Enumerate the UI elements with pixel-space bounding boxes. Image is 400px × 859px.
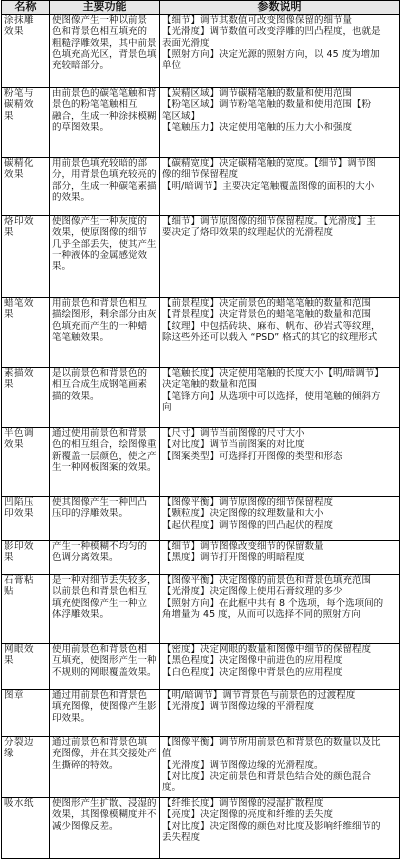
function-line: 充图像，并在其交接处产 bbox=[52, 748, 157, 760]
function-line: 粗糙浮雕效果，其中前景 bbox=[52, 37, 157, 49]
params-line: 【碳精宽度】决定碳精笔触的宽度。【细节】调节图 bbox=[162, 158, 376, 169]
table-row bbox=[2, 298, 400, 368]
filter-name-line: 粉笔与 bbox=[4, 88, 35, 99]
filter-name-line: 果 bbox=[4, 379, 15, 391]
table-row bbox=[2, 216, 400, 298]
filter-name-cell bbox=[2, 88, 50, 158]
params-cell bbox=[160, 88, 400, 158]
params-line: 【笔锋方向】从选项中可以选择，使用笔触的倾斜方 bbox=[162, 390, 381, 402]
filter-name-cell bbox=[2, 158, 50, 216]
filter-name-cell bbox=[2, 737, 50, 798]
filter-name-line: 效果 bbox=[4, 439, 25, 451]
table-row bbox=[2, 644, 400, 690]
function-cell bbox=[50, 158, 160, 216]
params-line: 【前景程度】决定前景色的蜡笔笔触的数量和范围 bbox=[162, 298, 372, 309]
function-cell bbox=[50, 575, 160, 644]
filter-name-cell bbox=[2, 690, 50, 737]
table-row bbox=[2, 690, 400, 737]
function-line: 融合，生成一种涂抹模糊 bbox=[52, 110, 157, 122]
function-line: 效果，其图像模糊度并不 bbox=[52, 809, 157, 821]
function-line: 由前景色的碳笔笔触和背 bbox=[52, 88, 157, 99]
filter-name-cell bbox=[2, 428, 50, 497]
function-cell bbox=[50, 644, 160, 690]
function-line: 使图形产生扩散、浸湿的 bbox=[52, 798, 157, 809]
filter-name-cell bbox=[2, 497, 50, 541]
params-line: 度。 bbox=[162, 782, 182, 794]
params-cell bbox=[160, 644, 400, 690]
header-row bbox=[2, 1, 400, 15]
params-line: 【白色程度】决定图像中背景色的应用程度 bbox=[162, 666, 343, 678]
params-line: 【对比度】决定前景色和背景色结合处的颜色混合 bbox=[162, 770, 372, 782]
function-line: 笔笔触效果。 bbox=[52, 331, 110, 343]
params-line: 【光滑度】调节数值可改变浮雕的凹凸程度，也就是 bbox=[162, 26, 381, 38]
filter-name-line: 贴 bbox=[4, 586, 15, 598]
filter-name-line: 果 bbox=[4, 655, 15, 667]
params-line: 值 bbox=[162, 748, 172, 760]
params-line: 【细节】调节其数值可改变图像保留的细节量 bbox=[162, 15, 353, 26]
function-line: 以前景色和背景色相互 bbox=[52, 586, 148, 598]
function-line: 减少图像反差。 bbox=[52, 820, 119, 832]
filter-name-line: 影印效 bbox=[4, 541, 35, 552]
function-line: 相互合成生成钢笔画素 bbox=[52, 379, 148, 391]
function-line: 互填充，使图形产生一种 bbox=[52, 655, 157, 667]
params-line: 【笔触长度】决定使用笔触的长度大小【明/暗调节】 bbox=[162, 368, 384, 379]
table-row bbox=[2, 737, 400, 798]
function-line: 生撕碎的特效。 bbox=[52, 759, 119, 771]
params-cell bbox=[160, 541, 400, 575]
filter-name-line: 图章 bbox=[4, 690, 25, 701]
filter-name-line: 分裂边 bbox=[4, 737, 35, 748]
function-cell bbox=[50, 798, 160, 859]
function-line: 效果，使原图像的细节 bbox=[52, 227, 148, 239]
filter-name-line: 吸水纸 bbox=[4, 798, 35, 809]
params-line: 【对比度】决定图像的颜色对比度及影响纤维细节的 bbox=[162, 820, 381, 832]
function-line: 是以前景色和背景色的 bbox=[52, 368, 148, 379]
filter-name-line: 效果 bbox=[4, 169, 25, 181]
filter-name-line: 果 bbox=[4, 552, 15, 564]
header-function: 主要功能 bbox=[50, 1, 160, 15]
params-cell bbox=[160, 298, 400, 368]
function-line: 填充图像，使图像产生影 bbox=[52, 701, 157, 713]
function-line: 是一种对细节丢失较多， bbox=[52, 575, 157, 586]
filter-name-line: 碳精化 bbox=[4, 158, 35, 169]
function-line: 使用前景色和背景色相 bbox=[52, 644, 148, 655]
params-line: 丢失程度 bbox=[162, 831, 201, 843]
params-line: 【粉笔区域】调节粉笔笔触的数量和使用范围【粉 bbox=[162, 99, 372, 111]
function-line: 使其图像产生一种凹凸 bbox=[52, 497, 148, 508]
table-row bbox=[2, 798, 400, 859]
params-line: 表面光滑度 bbox=[162, 37, 210, 49]
params-line: 决定笔触的数量和范围 bbox=[162, 379, 258, 391]
params-line: 【光滑度】调节图像边缘的平滑程度 bbox=[162, 701, 315, 713]
header-name: 名称 bbox=[2, 1, 50, 15]
params-line: 【明/暗调节】主要决定笔触覆盖图像的面积的大小 bbox=[162, 180, 375, 192]
params-line: 【图像平衡】调节原图像的细节保留程度 bbox=[162, 497, 334, 508]
params-cell bbox=[160, 15, 400, 88]
params-line: 【背景程度】决定背景色的蜡笔笔触的数量和范围 bbox=[162, 309, 372, 321]
function-cell bbox=[50, 88, 160, 158]
filter-name-cell bbox=[2, 368, 50, 428]
filter-name-line: 果 bbox=[4, 227, 15, 239]
function-line: 产生一种模糊不均匀的 bbox=[52, 541, 148, 552]
params-line: 【图像平衡】决定图像的前景色和背景色填充范围 bbox=[162, 575, 372, 586]
function-line: 色调分离效果。 bbox=[52, 552, 119, 564]
table-body bbox=[2, 15, 400, 859]
function-line: 色填充高光区，背景色填 bbox=[52, 48, 157, 60]
function-line: 新覆盖一层颜色，使之产 bbox=[52, 450, 157, 462]
function-cell bbox=[50, 541, 160, 575]
function-line: 通过使用前景色和背景 bbox=[52, 428, 148, 439]
params-line: 【光滑度】决定图像上使用石膏纹理的多少 bbox=[162, 586, 343, 598]
table-row bbox=[2, 428, 400, 497]
function-line: 用前景色和背景色相互 bbox=[52, 298, 148, 309]
function-line: 果。 bbox=[52, 261, 72, 273]
filter-name-line: 蜡笔效 bbox=[4, 298, 35, 309]
params-cell bbox=[160, 798, 400, 859]
filter-name-cell bbox=[2, 15, 50, 88]
function-line: 使图像产生一种灰度的 bbox=[52, 216, 148, 227]
function-line: 充较暗部分。 bbox=[52, 60, 110, 72]
params-line: 要决定了烙印效果的纹理起伏的光滑程度 bbox=[162, 227, 334, 239]
params-line: 【密度】决定网眼的数量和图像中细节的保留程度 bbox=[162, 644, 372, 655]
params-cell bbox=[160, 216, 400, 298]
function-line: 生一种网板图案的效果。 bbox=[52, 461, 157, 473]
filter-name-line: 缘 bbox=[4, 748, 15, 760]
function-line: 用前景色填充较暗的部 bbox=[52, 158, 148, 169]
params-line: 【黑度】调节打开图像的明暗程度 bbox=[162, 552, 305, 564]
params-line: 笔区域】 bbox=[162, 110, 201, 122]
table-row bbox=[2, 368, 400, 428]
function-line: 分，用背景色填充较亮的 bbox=[52, 169, 157, 181]
params-cell bbox=[160, 368, 400, 428]
params-line: 除这些外还可以载入 “PSD” 格式的其它的纹理形式 bbox=[162, 331, 378, 343]
table-row bbox=[2, 88, 400, 158]
params-line: 【炭精区域】调节碳精笔触的数量和使用范围 bbox=[162, 88, 353, 99]
function-cell bbox=[50, 15, 160, 88]
table-row bbox=[2, 497, 400, 541]
filter-name-cell bbox=[2, 541, 50, 575]
filter-reference-table bbox=[1, 0, 400, 859]
params-cell bbox=[160, 158, 400, 216]
params-line: 【纤维长度】调节图像的浸湿扩散程度 bbox=[162, 798, 324, 809]
params-line: 【纹理】中包括砖块、麻布、帆布、砂岩式等纹理， bbox=[162, 320, 381, 332]
function-line: 色和背景色相互填充的 bbox=[52, 26, 148, 38]
function-line: 色的相互组合，绘图像重 bbox=[52, 439, 157, 451]
function-cell bbox=[50, 298, 160, 368]
params-line: 【照射方向】在此框中共有 8 个选项，每个选项间的 bbox=[162, 597, 384, 609]
table-row bbox=[2, 541, 400, 575]
function-line: 填充使图像产生一种立 bbox=[52, 597, 148, 609]
function-line: 通过前景色和背景色填 bbox=[52, 737, 148, 748]
function-line: 几乎全部丢失，使其产生 bbox=[52, 238, 157, 250]
function-line: 部分，生成一种碳笔素描 bbox=[52, 180, 157, 192]
function-line: 体浮雕效果。 bbox=[52, 608, 110, 620]
params-line: 【照射方向】决定光源的照射方向，以 45 度为增加 bbox=[162, 48, 380, 60]
params-line: 【细节】调节图像改变细节的保留数量 bbox=[162, 541, 324, 552]
function-cell bbox=[50, 368, 160, 428]
params-cell bbox=[160, 428, 400, 497]
params-line: 【细节】调节原图像的细节保留程度。【光滑度】主 bbox=[162, 216, 376, 227]
filter-name-cell bbox=[2, 298, 50, 368]
function-line: 一种液体的金属感觉效 bbox=[52, 249, 148, 261]
function-cell bbox=[50, 428, 160, 497]
params-cell bbox=[160, 690, 400, 737]
filter-name-cell bbox=[2, 575, 50, 644]
params-cell bbox=[160, 497, 400, 541]
filter-name-line: 烙印效 bbox=[4, 216, 35, 227]
filter-name-line: 果 bbox=[4, 309, 15, 321]
filter-name-line: 效果 bbox=[4, 26, 25, 38]
params-line: 【黑色程度】决定图像中前进色的应用程度 bbox=[162, 655, 343, 667]
filter-name-cell bbox=[2, 216, 50, 298]
function-line: 景色的粉笔笔触相互 bbox=[52, 99, 138, 111]
function-cell bbox=[50, 216, 160, 298]
filter-name-cell bbox=[2, 798, 50, 859]
params-line: 【亮度】决定图像的亮度和纤维的丢失度 bbox=[162, 809, 334, 821]
filter-name-line: 碳精效 bbox=[4, 99, 35, 111]
function-line: 印效果。 bbox=[52, 712, 91, 724]
function-cell bbox=[50, 737, 160, 798]
function-cell bbox=[50, 690, 160, 737]
params-cell bbox=[160, 737, 400, 798]
function-line: 描绘图形，剩余部分由灰 bbox=[52, 309, 157, 321]
filter-name-line: 网眼效 bbox=[4, 644, 35, 655]
function-line: 的效果。 bbox=[52, 191, 91, 203]
params-line: 【图案类型】可选择打开图像的类型和形态 bbox=[162, 450, 343, 462]
filter-name-line: 印效果 bbox=[4, 508, 35, 520]
filter-name-line: 半色调 bbox=[4, 428, 35, 439]
params-line: 【笔触压力】决定使用笔触的压力大小和强度 bbox=[162, 121, 353, 133]
params-line: 角增量为 45 度，从而可以选择不同的照射方向 bbox=[162, 608, 361, 620]
filter-name-line: 石膏粘 bbox=[4, 575, 35, 586]
filter-name-line: 凹陷压 bbox=[4, 497, 35, 508]
function-line: 通过用前景色和背景色 bbox=[52, 690, 148, 701]
params-line: 像的细节保留程度 bbox=[162, 169, 239, 181]
function-line: 色填充而产生的一种蜡 bbox=[52, 320, 148, 332]
params-line: 单位 bbox=[162, 60, 182, 72]
params-line: 【明/暗调节】调节背景色与前景色的过渡程度 bbox=[162, 690, 356, 701]
filter-name-line: 果 bbox=[4, 110, 15, 122]
filter-name-line: 素描效 bbox=[4, 368, 35, 379]
function-line: 压印的浮雕效果。 bbox=[52, 508, 129, 520]
params-line: 【尺寸】调节当前图像的尺寸大小 bbox=[162, 428, 305, 439]
params-line: 【颗粒度】决定图像的纹理数量和大小 bbox=[162, 508, 324, 520]
params-cell bbox=[160, 575, 400, 644]
filter-name-line: 涂抹雕 bbox=[4, 15, 35, 26]
function-line: 使图像产生一种以前景 bbox=[52, 15, 148, 26]
table-row bbox=[2, 575, 400, 644]
params-line: 向 bbox=[162, 401, 172, 413]
function-cell bbox=[50, 497, 160, 541]
function-line: 不规则的网眼覆盖效果。 bbox=[52, 666, 157, 678]
filter-name-cell bbox=[2, 644, 50, 690]
params-line: 【起伏程度】调节图像的凹凸起伏的程度 bbox=[162, 519, 334, 531]
function-line: 的草图效果。 bbox=[52, 121, 110, 133]
function-line: 描的效果。 bbox=[52, 390, 100, 402]
table-row bbox=[2, 158, 400, 216]
params-line: 【对比度】调节当前图案的对比度 bbox=[162, 439, 305, 451]
params-line: 【图像平衡】调节所用前景色和背景色的数量以及比 bbox=[162, 737, 381, 748]
header-params: 参数说明 bbox=[160, 1, 400, 15]
params-line: 【光滑度】调节图像边缘的光滑程度。 bbox=[162, 759, 324, 771]
table-row bbox=[2, 15, 400, 88]
